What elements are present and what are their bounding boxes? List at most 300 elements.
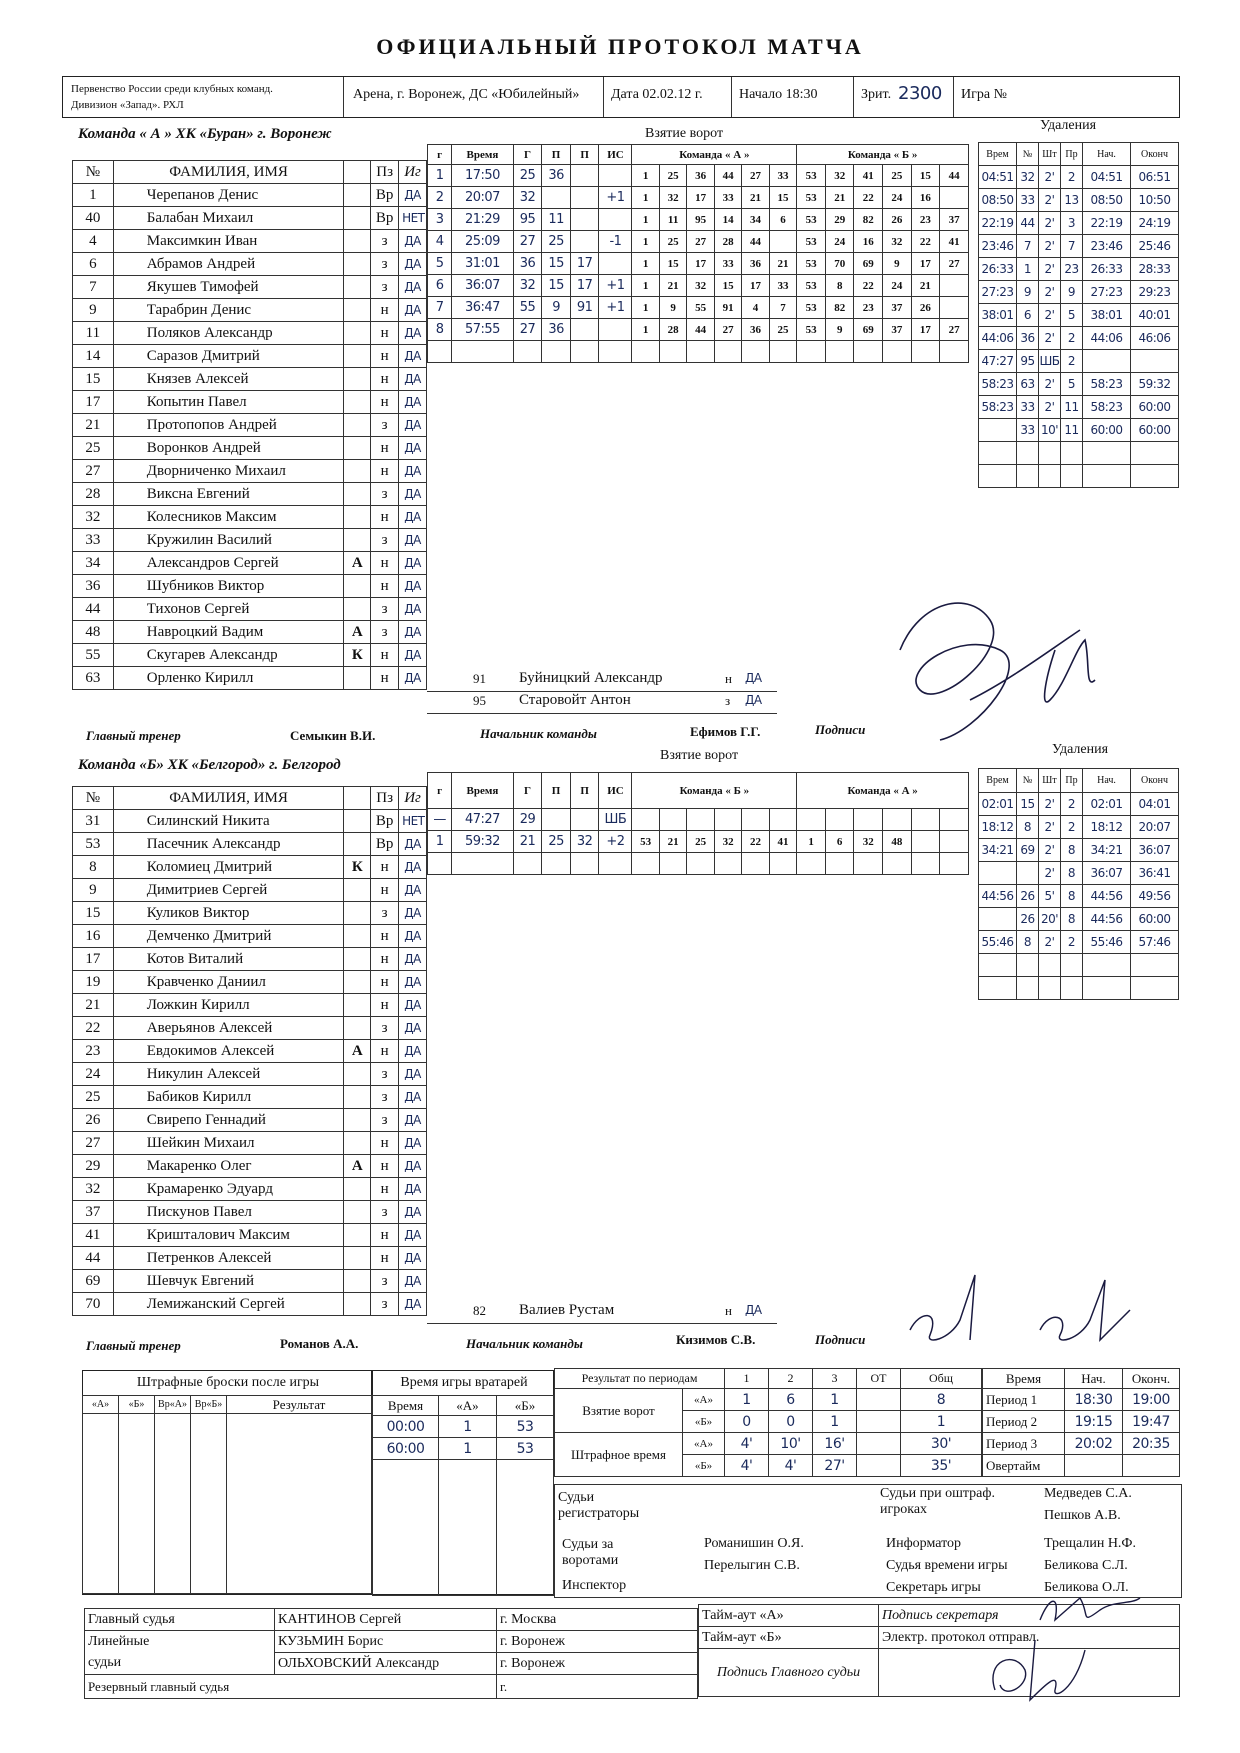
player-position: н	[371, 299, 399, 322]
goal-row	[428, 831, 969, 853]
captain-mark	[344, 529, 371, 552]
goal-P2: 32	[570, 831, 599, 853]
goal-time: 31:01	[452, 253, 514, 275]
goal-judge-2: Перелыгин С.В.	[704, 1558, 800, 1573]
player-played: ДА	[399, 879, 427, 902]
player-played: ДА	[745, 671, 762, 685]
on-ice-player: 53	[797, 231, 826, 253]
goal-IS	[599, 319, 632, 341]
on-ice-player: 44	[714, 165, 741, 187]
on-ice-player	[714, 853, 741, 875]
player-name	[113, 833, 344, 856]
pen-player: 33	[1017, 189, 1039, 212]
player-name	[113, 437, 344, 460]
player-played: ДА	[399, 1270, 427, 1293]
on-ice-player: 25	[659, 231, 686, 253]
captain-mark	[344, 1201, 371, 1224]
team-a-goals-title: Взятие ворот	[645, 126, 724, 141]
shootout-box	[82, 1370, 372, 1595]
pen-start	[1083, 954, 1131, 977]
goal-G: 29	[513, 809, 542, 831]
on-ice-player: 15	[659, 253, 686, 275]
player-row	[73, 1155, 427, 1178]
team-b-goals-title: Взятие ворот	[660, 748, 739, 763]
goal-judges-label: Судьи за воротами	[562, 1537, 619, 1568]
player-number: 17	[73, 948, 114, 971]
player-name	[113, 276, 344, 299]
on-ice-player	[742, 853, 769, 875]
goal-g: 5	[428, 253, 452, 275]
on-ice-player: 1	[632, 253, 659, 275]
on-ice-player	[940, 831, 969, 853]
player-row	[73, 994, 427, 1017]
player-row	[73, 207, 427, 230]
col-P1: П	[542, 773, 571, 809]
col-team-a: Команда « А »	[632, 145, 797, 165]
pen-player: 36	[1017, 327, 1039, 350]
team-a-coach-label: Главный тренер	[86, 728, 181, 743]
pt-col-end: Оконч.	[1123, 1369, 1180, 1389]
player-row	[73, 667, 427, 690]
goal-time: 36:47	[452, 297, 514, 319]
pen-end: 60:00	[1131, 396, 1179, 419]
player-name	[113, 552, 344, 575]
captain-mark	[344, 460, 371, 483]
on-ice-player	[883, 809, 912, 831]
captain-mark	[344, 253, 371, 276]
pen-col-end: Оконч	[1131, 143, 1179, 166]
goal-g: 4	[428, 231, 452, 253]
player-played: НЕТ	[399, 810, 427, 833]
pt-label: Период 2	[983, 1411, 1065, 1433]
player-played: ДА	[399, 345, 427, 368]
electronic-protocol-label: Электр. протокол отправл.	[879, 1627, 1180, 1649]
pen-end: 40:01	[1131, 304, 1179, 327]
pt-label: Период 3	[983, 1433, 1065, 1455]
penbox-judge-2: Пешков А.В.	[1044, 1508, 1121, 1523]
team-a-header: Команда « А » ХК «Буран» г. Воронеж	[78, 126, 332, 142]
pen-reason: 11	[1061, 396, 1083, 419]
captain-mark	[344, 1224, 371, 1247]
goal-P2	[570, 319, 599, 341]
pen-time: 02:01	[979, 793, 1017, 816]
on-ice-player: 21	[742, 187, 769, 209]
pen-col-min: Шт	[1039, 143, 1061, 166]
goal-P1	[542, 853, 571, 875]
goal-G: 95	[513, 209, 542, 231]
player-position: н	[371, 994, 399, 1017]
captain-mark	[344, 948, 371, 971]
on-ice-player: 36	[742, 319, 769, 341]
col-P1: П	[542, 145, 571, 165]
player-number: 8	[73, 856, 114, 879]
player-position: н	[371, 1247, 399, 1270]
player-name	[113, 879, 344, 902]
player-row	[73, 460, 427, 483]
goal-row	[428, 253, 969, 275]
pim-b-ot	[857, 1455, 901, 1477]
col-no: №	[73, 787, 114, 810]
pen-reason	[1061, 442, 1083, 465]
pt-start: 18:30	[1065, 1389, 1123, 1411]
pen-minutes: 2'	[1039, 189, 1061, 212]
secretary-signature-label: Подпись секретаря	[879, 1605, 1180, 1627]
pen-col-start: Нач.	[1083, 143, 1131, 166]
player-played: ДА	[399, 483, 427, 506]
player-name	[113, 1017, 344, 1040]
pen-end: 49:56	[1131, 885, 1179, 908]
on-ice-player: 53	[797, 253, 826, 275]
on-ice-player: 41	[769, 831, 797, 853]
pim-a-p2: 10'	[769, 1433, 813, 1455]
pen-start: 08:50	[1083, 189, 1131, 212]
on-ice-player: 32	[687, 275, 714, 297]
captain-mark	[344, 1178, 371, 1201]
total-col: Общ	[901, 1369, 982, 1389]
gk-col-time: Время	[373, 1396, 439, 1416]
ref-city: г. Москва	[497, 1609, 698, 1631]
player-number: 37	[73, 1201, 114, 1224]
captain-mark	[344, 902, 371, 925]
on-ice-player: 27	[687, 231, 714, 253]
on-ice-player: 33	[769, 165, 797, 187]
goals-a-p3: 1	[813, 1389, 857, 1411]
player-played: ДА	[745, 1303, 762, 1317]
player-position: н	[371, 460, 399, 483]
team-a-chief-label: Начальник команды	[480, 726, 597, 741]
on-ice-player: 27	[940, 319, 969, 341]
captain-mark	[344, 414, 371, 437]
player-played: ДА	[399, 902, 427, 925]
on-ice-player: 33	[769, 275, 797, 297]
player-played: ДА	[399, 948, 427, 971]
goal-P2: 17	[570, 253, 599, 275]
ref-city: г. Воронеж	[497, 1631, 698, 1653]
player-position: з	[371, 902, 399, 925]
pen-minutes: 2'	[1039, 862, 1061, 885]
player-position: з	[371, 276, 399, 299]
pen-player: 6	[1017, 304, 1039, 327]
pen-end: 60:00	[1131, 419, 1179, 442]
division-text: Дивизион «Запад». РХЛ	[71, 99, 184, 111]
goal-g: —	[428, 809, 452, 831]
goal-P1: 25	[542, 231, 571, 253]
on-ice-player: 1	[632, 275, 659, 297]
pen-reason: 8	[1061, 862, 1083, 885]
player-position: н	[371, 1155, 399, 1178]
goal-time	[452, 341, 514, 363]
player-name	[113, 253, 344, 276]
penalty-row	[979, 977, 1179, 1000]
pen-player	[1017, 465, 1039, 488]
team-a-roster	[72, 160, 427, 690]
goals-row-label: Взятие ворот	[555, 1389, 683, 1433]
player-position: н	[371, 345, 399, 368]
pen-minutes: 2'	[1039, 327, 1061, 350]
gk-b: 53	[497, 1416, 554, 1438]
team-a-label: «А»	[683, 1389, 725, 1411]
pen-reason: 3	[1061, 212, 1083, 235]
pen-minutes: 2'	[1039, 373, 1061, 396]
goal-row	[428, 297, 969, 319]
player-number: 91	[473, 671, 486, 686]
pen-minutes	[1039, 977, 1061, 1000]
penalty-row	[979, 304, 1179, 327]
player-name-text: Александров Сергей	[146, 554, 279, 571]
pen-player	[1017, 977, 1039, 1000]
player-name	[113, 1270, 344, 1293]
player-number: 31	[73, 810, 114, 833]
on-ice-player	[883, 853, 912, 875]
team-a-penalties-title: Удаления	[1040, 118, 1097, 133]
extra-player-row	[427, 691, 777, 714]
on-ice-player: 16	[854, 231, 883, 253]
player-name-text: Лемижанский Сергей	[146, 1295, 285, 1312]
player-name	[113, 299, 344, 322]
on-ice-player: 53	[797, 297, 826, 319]
pen-end: 36:07	[1131, 839, 1179, 862]
goal-G: 32	[513, 275, 542, 297]
player-position: н	[371, 368, 399, 391]
document-title: ОФИЦИАЛЬНЫЙ ПРОТОКОЛ МАТЧА	[376, 34, 864, 59]
goal-g: 6	[428, 275, 452, 297]
on-ice-player	[769, 809, 797, 831]
player-played: ДА	[399, 184, 427, 207]
pen-end	[1131, 350, 1179, 373]
pen-time	[979, 977, 1017, 1000]
goal-P2	[570, 231, 599, 253]
player-row	[73, 598, 427, 621]
on-ice-player: 82	[825, 297, 854, 319]
team-b-header: Команда «Б» ХК «Белгород» г. Белгород	[78, 757, 341, 773]
pen-player: 95	[1017, 350, 1039, 373]
on-ice-player	[940, 853, 969, 875]
player-played: ДА	[399, 667, 427, 690]
on-ice-player: 53	[797, 275, 826, 297]
pen-col-end: Оконч	[1131, 769, 1179, 793]
pim-b-p2: 4'	[769, 1455, 813, 1477]
on-ice-player: 37	[883, 297, 912, 319]
on-ice-player: 55	[687, 297, 714, 319]
captain-mark	[344, 925, 371, 948]
pen-start	[1083, 442, 1131, 465]
goal-row	[428, 341, 969, 363]
on-ice-player: 15	[769, 187, 797, 209]
on-ice-player: 32	[883, 231, 912, 253]
team-a-signatures-label: Подписи	[815, 722, 866, 737]
player-number: 25	[73, 437, 114, 460]
player-name	[113, 207, 344, 230]
goal-P2	[570, 853, 599, 875]
player-name	[113, 1224, 344, 1247]
captain-mark	[344, 437, 371, 460]
pen-player: 9	[1017, 281, 1039, 304]
on-ice-player: 21	[825, 187, 854, 209]
player-name: Валиев Рустам	[519, 1302, 615, 1318]
goal-time: 36:07	[452, 275, 514, 297]
pen-time: 44:06	[979, 327, 1017, 350]
pen-minutes: 10'	[1039, 419, 1061, 442]
player-number: 95	[473, 693, 486, 708]
informator-name: Трещалин Н.Ф.	[1044, 1536, 1136, 1551]
pen-end: 25:46	[1131, 235, 1179, 258]
on-ice-player: 33	[714, 187, 741, 209]
gk-col-a: «А»	[439, 1396, 497, 1416]
pt-label: Период 1	[983, 1389, 1065, 1411]
goal-IS: ШБ	[599, 809, 632, 831]
pen-end: 60:00	[1131, 908, 1179, 931]
goal-IS	[599, 853, 632, 875]
player-name	[113, 368, 344, 391]
timeout-b: Тайм-аут «Б»	[699, 1627, 879, 1649]
on-ice-player: 1	[632, 319, 659, 341]
player-number: 28	[73, 483, 114, 506]
gk-time: 00:00	[373, 1416, 439, 1438]
player-position: н	[371, 1224, 399, 1247]
player-position: н	[371, 644, 399, 667]
player-number: 27	[73, 460, 114, 483]
pen-minutes: 2'	[1039, 281, 1061, 304]
player-name-text: Князев Алексей	[146, 370, 249, 387]
goal-G: 32	[513, 187, 542, 209]
player-name-text: Бабиков Кирилл	[146, 1088, 252, 1105]
on-ice-player: 24	[825, 231, 854, 253]
player-name-text: Саразов Дмитрий	[146, 347, 260, 364]
pen-start: 04:51	[1083, 166, 1131, 189]
player-number: 32	[73, 1178, 114, 1201]
col-g: г	[428, 773, 452, 809]
goal-P1: 36	[542, 165, 571, 187]
on-ice-player	[911, 809, 940, 831]
player-played: ДА	[399, 621, 427, 644]
pen-minutes: 2'	[1039, 166, 1061, 189]
goal-P1	[542, 809, 571, 831]
pen-reason	[1061, 465, 1083, 488]
pen-player: 7	[1017, 235, 1039, 258]
player-number: 1	[73, 184, 114, 207]
player-row	[73, 1201, 427, 1224]
on-ice-player	[742, 341, 769, 363]
on-ice-player: 36	[742, 253, 769, 275]
player-name-text: Колесников Максим	[146, 508, 277, 525]
player-position: н	[371, 391, 399, 414]
player-row	[73, 644, 427, 667]
player-name	[113, 810, 344, 833]
registrars-label: Судьи регистраторы	[558, 1490, 640, 1521]
on-ice-player	[687, 809, 714, 831]
pen-start: 60:00	[1083, 419, 1131, 442]
pen-reason: 2	[1061, 350, 1083, 373]
pt-start: 20:02	[1065, 1433, 1123, 1455]
pen-player	[1017, 862, 1039, 885]
pen-end: 24:19	[1131, 212, 1179, 235]
player-row	[73, 1063, 427, 1086]
on-ice-player: 1	[632, 231, 659, 253]
player-number: 4	[73, 230, 114, 253]
player-name	[113, 230, 344, 253]
player-played: ДА	[399, 437, 427, 460]
player-played: ДА	[399, 1247, 427, 1270]
on-ice-player: 82	[854, 209, 883, 231]
player-number: 19	[73, 971, 114, 994]
pen-reason: 7	[1061, 235, 1083, 258]
pen-minutes: 2'	[1039, 304, 1061, 327]
captain-mark	[344, 1270, 371, 1293]
player-name	[113, 856, 344, 879]
player-name-text: Куликов Виктор	[146, 904, 250, 921]
penalty-row	[979, 189, 1179, 212]
goal-row	[428, 319, 969, 341]
on-ice-player	[659, 809, 686, 831]
on-ice-player	[632, 341, 659, 363]
team-a-signature	[880, 590, 1110, 750]
goal-g	[428, 341, 452, 363]
pen-player: 44	[1017, 212, 1039, 235]
pen-reason: 2	[1061, 931, 1083, 954]
on-ice-player: 25	[687, 831, 714, 853]
team-b-label: «Б»	[683, 1411, 725, 1433]
secretary-signature	[1020, 1590, 1160, 1630]
on-ice-player: 1	[632, 165, 659, 187]
player-name-text: Кружилин Василий	[146, 531, 272, 548]
ref-name: КУЗЬМИН Борис	[275, 1631, 497, 1653]
ref-role: Линейные	[85, 1631, 275, 1653]
player-number: 23	[73, 1040, 114, 1063]
on-ice-player: 32	[659, 187, 686, 209]
player-name-text: Котов Виталий	[146, 950, 244, 967]
period-1-col: 1	[725, 1369, 769, 1389]
player-name-text: Свирепо Геннадий	[146, 1111, 266, 1128]
team-b-roster	[72, 786, 427, 1316]
on-ice-player: 6	[825, 831, 854, 853]
player-name-text: Макаренко Олег	[146, 1157, 252, 1174]
player-number: 55	[73, 644, 114, 667]
pen-start: 27:23	[1083, 281, 1131, 304]
pen-end: 59:32	[1131, 373, 1179, 396]
on-ice-player	[911, 853, 940, 875]
pt-end: 19:47	[1123, 1411, 1180, 1433]
goal-P2: 91	[570, 297, 599, 319]
penalty-row	[979, 442, 1179, 465]
goal-time	[452, 853, 514, 875]
pim-row-label: Штрафное время	[555, 1433, 683, 1477]
on-ice-player: 16	[911, 187, 940, 209]
pen-minutes	[1039, 465, 1061, 488]
player-number: 70	[73, 1293, 114, 1316]
player-played: ДА	[399, 1224, 427, 1247]
player-played: ДА	[399, 1017, 427, 1040]
player-number: 24	[73, 1063, 114, 1086]
on-ice-player: 1	[632, 187, 659, 209]
goal-row	[428, 275, 969, 297]
on-ice-player	[940, 341, 969, 363]
player-position: з	[371, 1293, 399, 1316]
player-played: ДА	[399, 506, 427, 529]
pen-time	[979, 862, 1017, 885]
on-ice-player: 25	[659, 165, 686, 187]
player-name	[113, 971, 344, 994]
pen-player	[1017, 442, 1039, 465]
player-position: н	[371, 1040, 399, 1063]
team-b-chief-name: Кизимов С.В.	[676, 1332, 756, 1347]
pen-reason	[1061, 977, 1083, 1000]
pt-end: 20:35	[1123, 1433, 1180, 1455]
pen-minutes: 2'	[1039, 816, 1061, 839]
goals-a-total: 8	[901, 1389, 982, 1411]
player-number: 21	[73, 414, 114, 437]
on-ice-player: 21	[659, 275, 686, 297]
on-ice-player: 37	[883, 319, 912, 341]
